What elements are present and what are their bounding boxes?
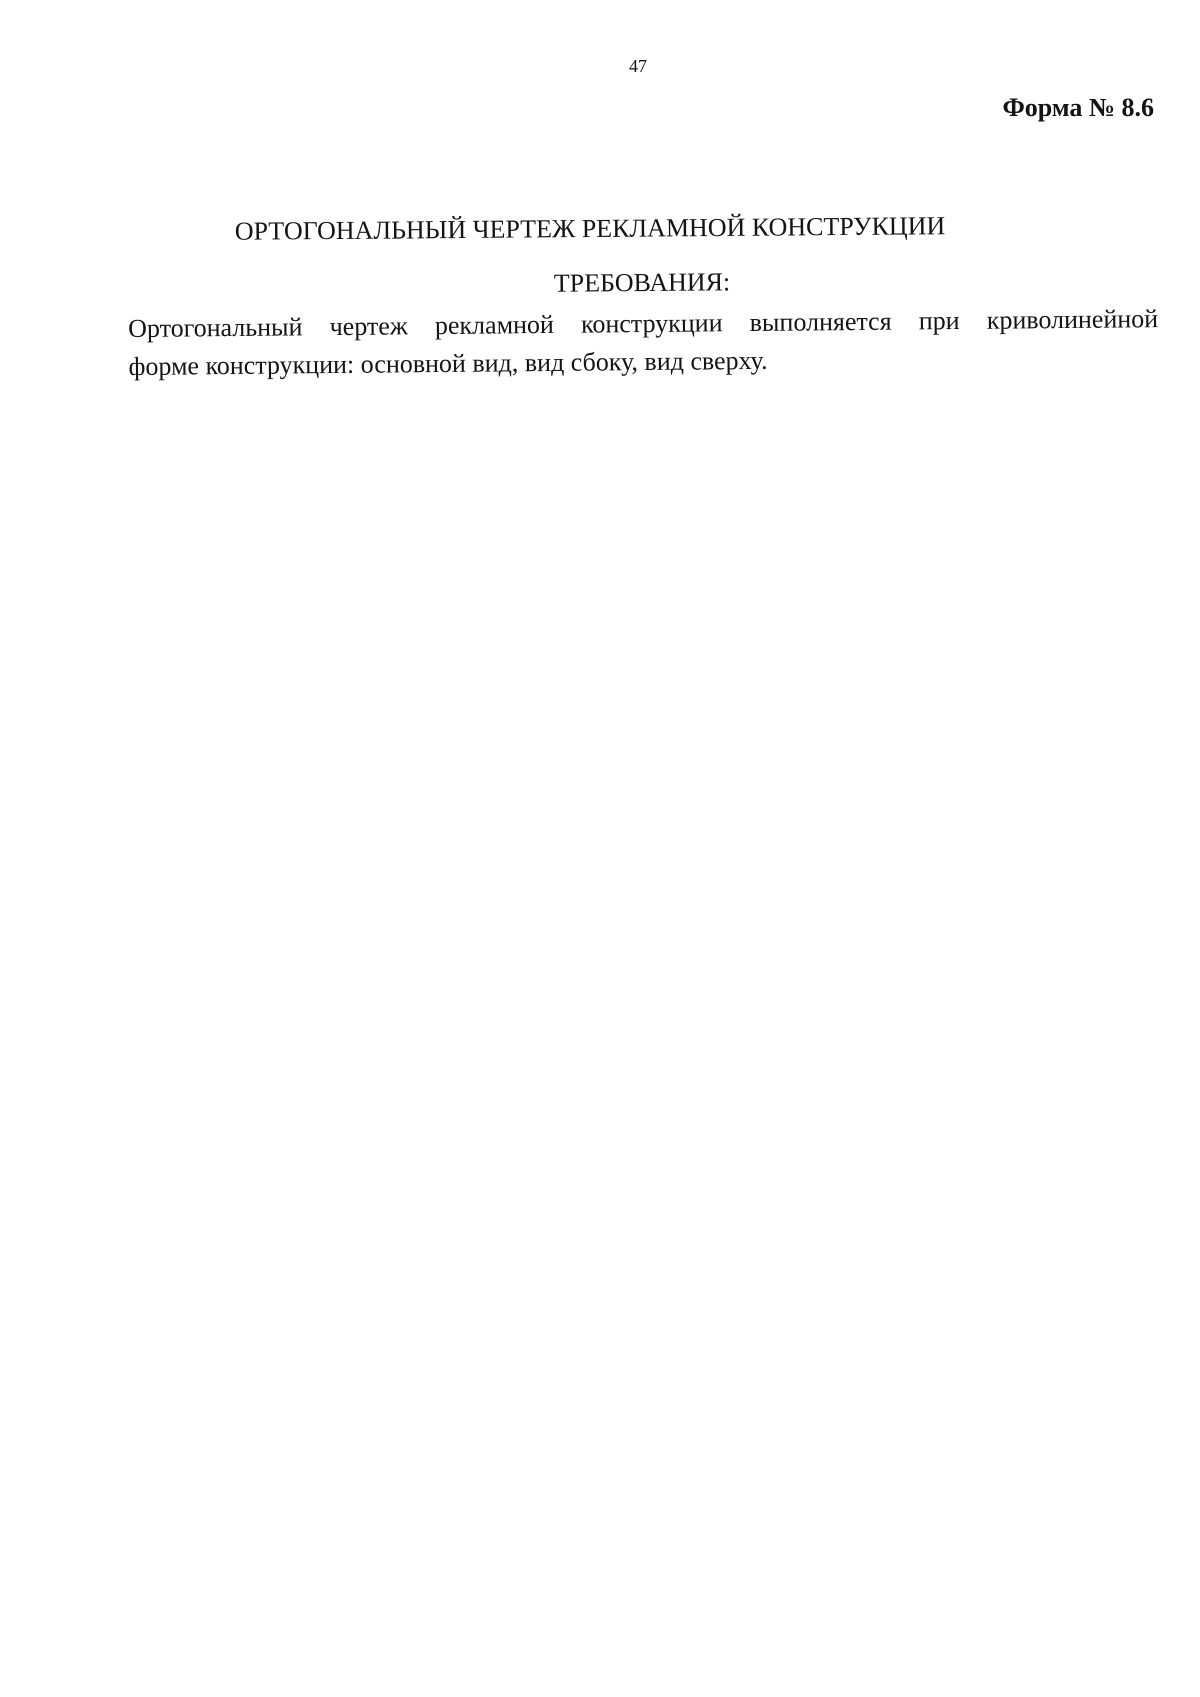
- requirements-paragraph: [128, 300, 1159, 386]
- paragraph-line-2: форме конструкции: основной вид, вид сбоку, вид сверху.: [128, 345, 768, 381]
- form-number: Форма № 8.6: [1002, 93, 1154, 122]
- page-number: 47: [629, 56, 647, 76]
- paragraph-line-1: Ортогональный чертеж рекламной конструкции выполняется при криволинейной: [128, 304, 1159, 343]
- requirements-heading: ТРЕБОВАНИЯ:: [553, 267, 731, 298]
- document-title: ОРТОГОНАЛЬНЫЙ ЧЕРТЕЖ РЕКЛАМНОЙ КОНСТРУКЦИИ: [234, 211, 946, 246]
